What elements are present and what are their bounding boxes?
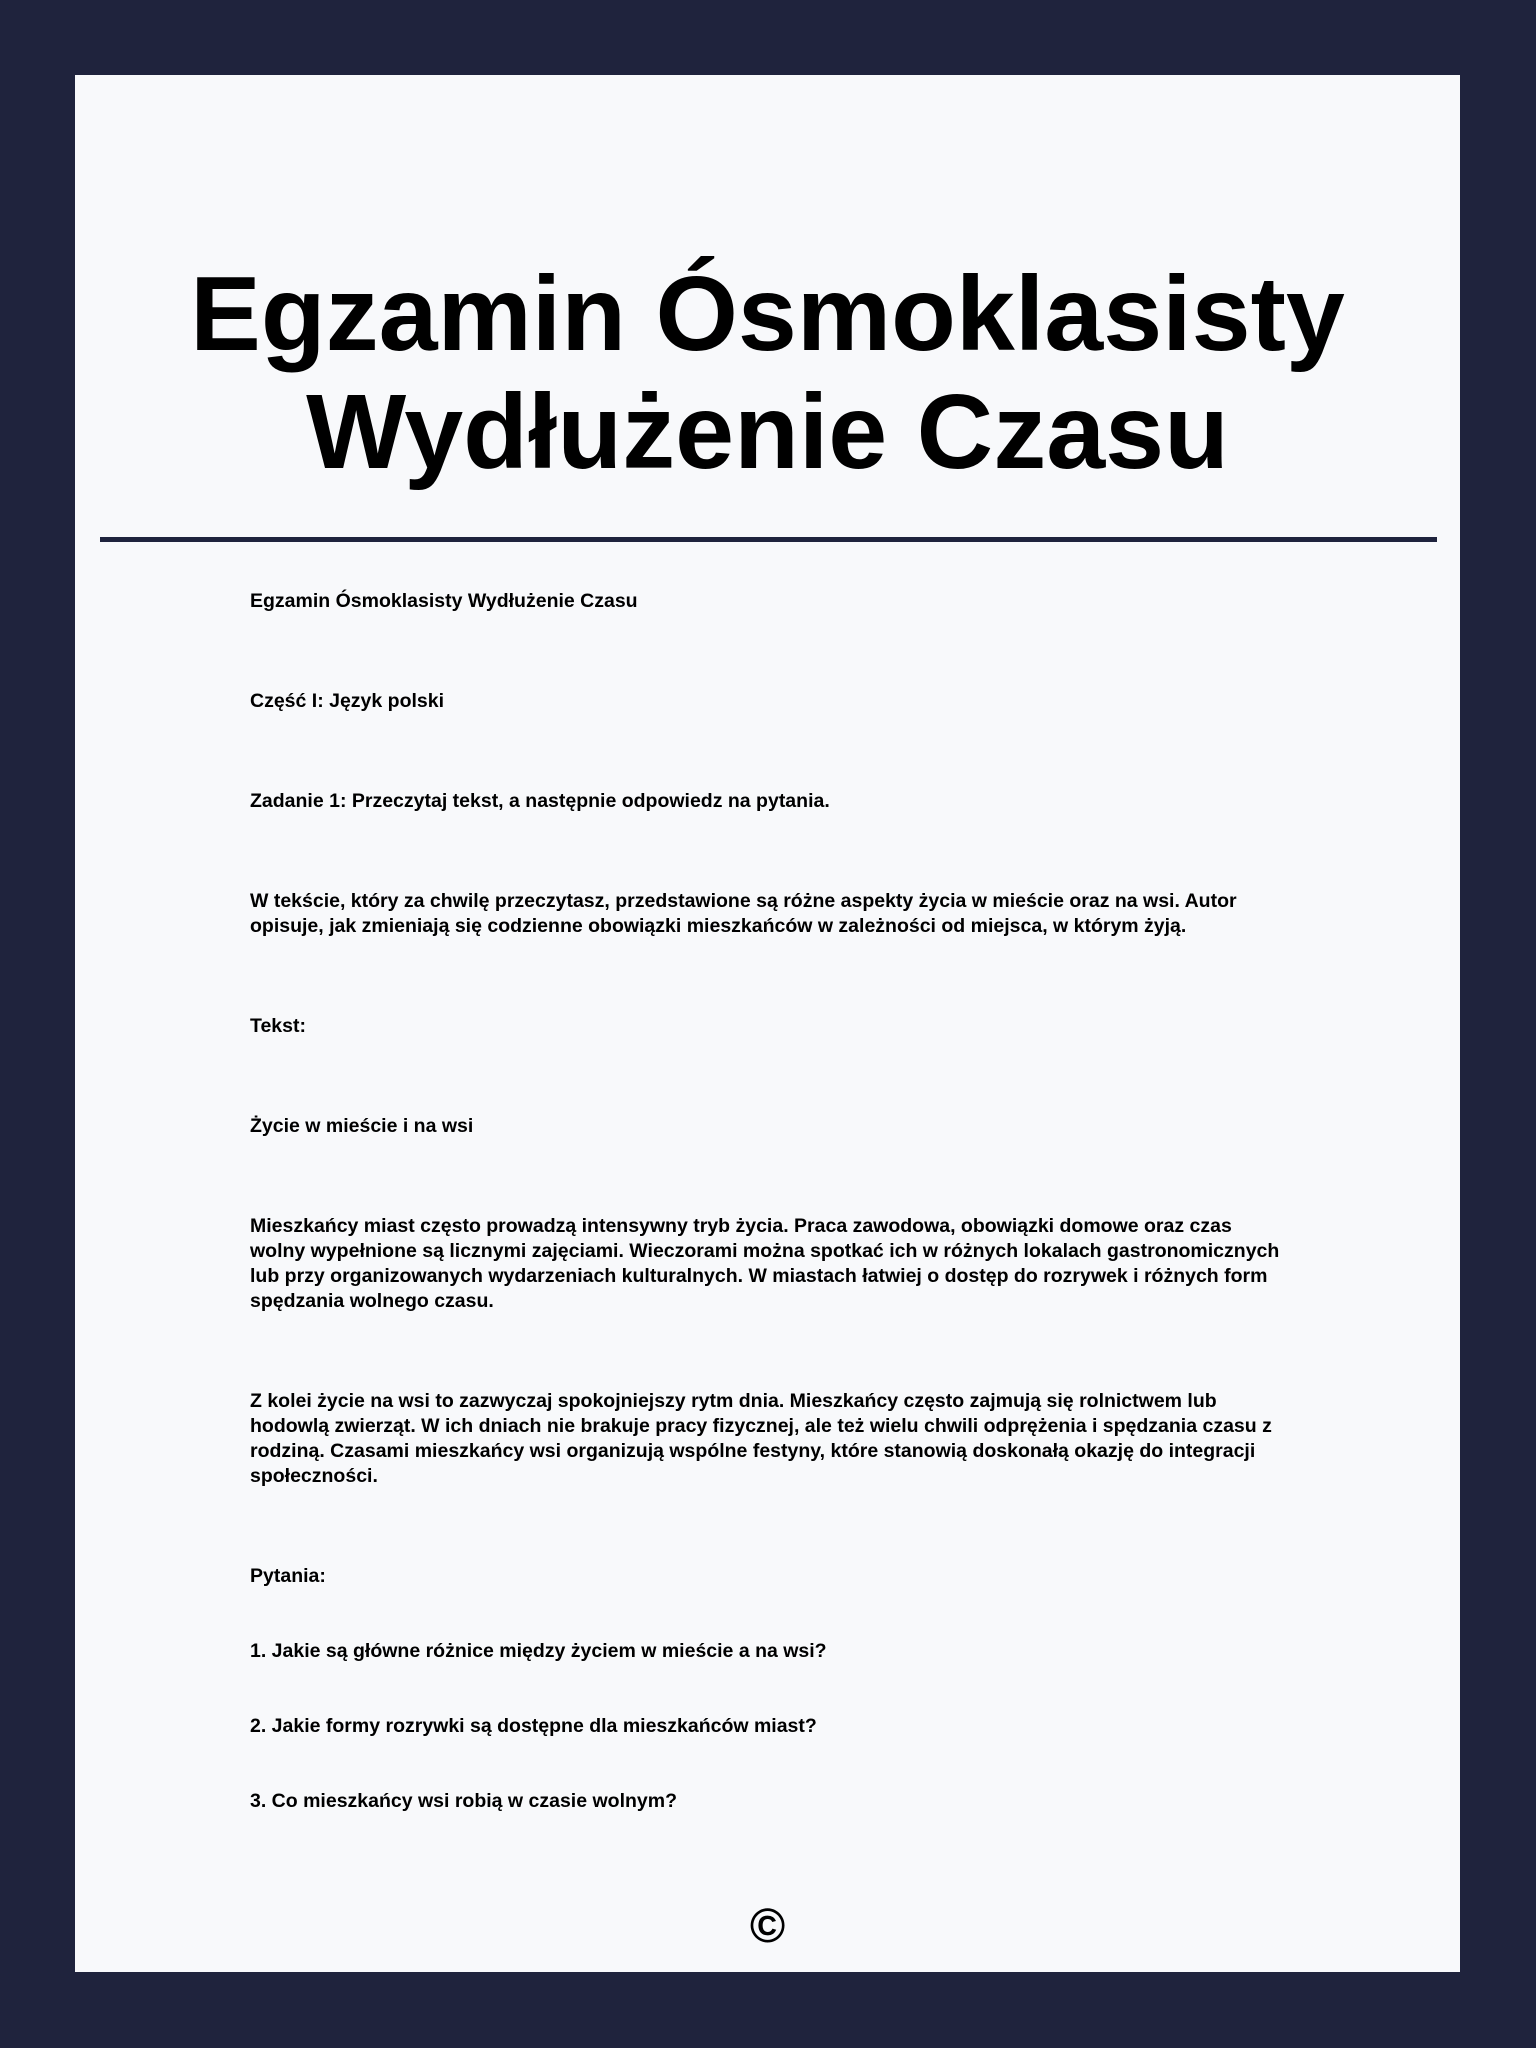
task-heading: Zadanie 1: Przeczytaj tekst, a następnie odpowiedz na pytania. <box>250 790 830 812</box>
document-page <box>75 75 1460 1972</box>
title-line-1: Egzamin Ósmoklasisty <box>190 255 1345 373</box>
intro-paragraph: W tekście, który za chwilę przeczytasz, przedstawione są różne aspekty życia w mieście oraz na wsi. Autor opisuje, jak zmieniają się codzienne obowiązki mieszkańców w zależności od miejsca, w którym żyją. <box>250 890 1237 937</box>
title-line-2: Wydłużenie Czasu <box>306 373 1229 491</box>
question-item: 1. Jakie są główne różnice między życiem w mieście a na wsi? <box>250 1640 827 1662</box>
text-label: Tekst: <box>250 1015 306 1037</box>
page-title <box>75 255 1460 491</box>
question-item: 2. Jakie formy rozrywki są dostępne dla mieszkańców miast? <box>250 1715 817 1737</box>
text-paragraph-1: Mieszkańcy miast często prowadzą intensywny tryb życia. Praca zawodowa, obowiązki domowe oraz czas wolny wypełnione są licznymi zajęciami. Wieczorami można spotkać ich w różnych lokalach gastronomicznych lub przy organizowanych wydarzeniach kulturalnych. W miastach łatwiej o dostęp do rozrywek i różnych form spędzania wolnego czasu. <box>250 1215 1280 1312</box>
part-heading: Część I: Język polski <box>250 690 445 712</box>
text-title: Życie w mieście i na wsi <box>250 1115 474 1137</box>
questions-label: Pytania: <box>250 1565 326 1587</box>
question-item: 3. Co mieszkańcy wsi robią w czasie wolnym? <box>250 1790 677 1812</box>
document-content <box>250 589 1290 1864</box>
divider <box>100 537 1437 542</box>
doc-title: Egzamin Ósmoklasisty Wydłużenie Czasu <box>250 590 638 612</box>
copyright-icon: © <box>749 1900 786 1953</box>
text-paragraph-2: Z kolei życie na wsi to zazwyczaj spokojniejszy rytm dnia. Mieszkańcy często zajmują się rolnictwem lub hodowlą zwierząt. W ich dniach nie brakuje pracy fizycznej, ale też wielu chwili odprężenia i spędzania czasu z rodziną. Czasami mieszkańcy wsi organizują wspólne festyny, które stanowią doskonałą okazję do integracji społeczności. <box>250 1390 1272 1487</box>
